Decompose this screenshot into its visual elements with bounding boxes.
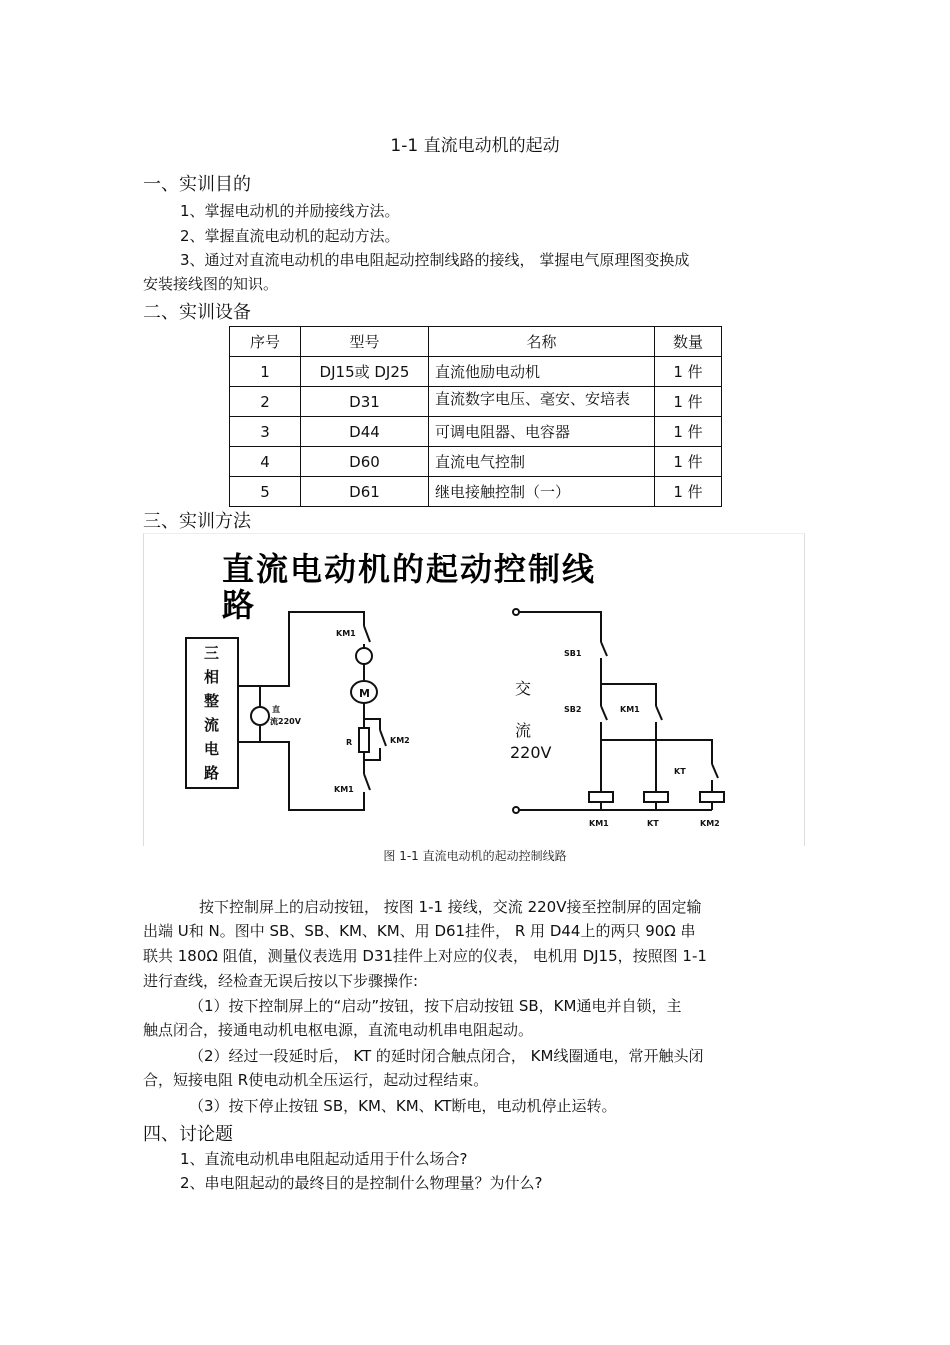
wire	[238, 742, 364, 810]
diagram-heading: 直流电动机的起动控制线	[222, 550, 597, 588]
km1-label: KM1	[334, 785, 354, 794]
kt-contact-label: KT	[674, 767, 686, 776]
method-paragraph-line: 出端 U和 N。图中 SB、SB、KM、KM、用 D61挂件， R 用 D44上的两只 90Ω 串	[143, 922, 696, 940]
table-row	[230, 447, 722, 477]
left-labels	[270, 629, 410, 794]
contact-km1-hold	[656, 706, 662, 720]
section-heading-discussion: 四、讨论题	[143, 1124, 233, 1145]
resistor-label: R	[346, 738, 353, 747]
method-step-line: （3）按下停止按钮 SB，KM、KM、KT断电，电动机停止运转。	[189, 1097, 617, 1115]
circuit-diagram	[143, 533, 805, 846]
page-title: 1-1 直流电动机的起动	[390, 136, 560, 156]
circuit-diagram-svg	[144, 534, 804, 846]
figure-caption: 图 1-1 直流电动机的起动控制线路	[383, 849, 567, 863]
table-row	[230, 357, 722, 387]
km2-label: KM2	[390, 736, 410, 745]
ac-label: 交	[515, 679, 532, 698]
objective-item: 1、掌握电动机的并励接线方法。	[180, 202, 400, 220]
sb1-label: SB1	[564, 649, 582, 658]
wire	[519, 612, 601, 642]
table-header-cell: 型号	[301, 327, 429, 357]
wire	[601, 722, 656, 740]
table-cell: 1 件	[655, 477, 722, 507]
table-header-cell: 序号	[230, 327, 301, 357]
table-header-cell: 数量	[655, 327, 722, 357]
coil-km1-label: KM1	[589, 819, 609, 828]
table-cell: D61	[301, 477, 429, 507]
table-row	[230, 417, 722, 447]
wire	[601, 684, 656, 706]
voltmeter-symbol	[251, 707, 269, 725]
table-cell-text: 直流数字电压、毫安、安培表	[435, 390, 631, 408]
km1-label: KM1	[336, 629, 356, 638]
km1-hold-label: KM1	[620, 705, 640, 714]
objective-item: 安装接线图的知识。	[143, 275, 279, 293]
rectifier-char: 路	[204, 764, 220, 782]
method-paragraph-line: 按下控制屏上的启动按钮， 按图 1-1 接线，交流 220V接至控制屏的固定输	[199, 898, 702, 916]
section-heading-objectives: 一、实训目的	[143, 174, 251, 195]
table-cell: 1 件	[655, 447, 722, 477]
table-cell: D60	[301, 447, 429, 477]
table-cell	[429, 387, 655, 417]
table-header-row	[230, 327, 722, 357]
contact-km1-bottom	[364, 774, 370, 790]
table-cell: 1 件	[655, 387, 722, 417]
method-step-line: 触点闭合，接通电动机电枢电源，直流电动机串电阻起动。	[143, 1021, 534, 1039]
contact-km1-top	[364, 626, 370, 642]
contact-sb2	[601, 706, 607, 720]
ammeter-symbol	[356, 648, 372, 664]
coil-km2-label: KM2	[700, 819, 720, 828]
terminal	[513, 609, 519, 615]
table-cell: 2	[230, 387, 301, 417]
motor-label: M	[359, 687, 370, 700]
rectifier-char: 整	[204, 692, 220, 710]
dc-label: 直	[272, 705, 280, 714]
method-paragraph-line: 联共 180Ω 阻值，测量仪表选用 D31挂件上对应的仪表， 电机用 DJ15，按照图 1-1	[143, 947, 707, 965]
ac-label: 流	[515, 721, 532, 740]
objective-item: 3、通过对直流电动机的串电阻起动控制线路的接线， 掌握电气原理图变换成	[180, 251, 690, 269]
contact-km2	[380, 730, 386, 746]
section-heading-method: 三、实训方法	[143, 511, 251, 532]
coil-km2	[700, 792, 724, 802]
coil-kt	[644, 792, 668, 802]
table-cell: 可调电阻器、电容器	[429, 417, 655, 447]
table-header-cell: 名称	[429, 327, 655, 357]
coil-kt-label: KT	[647, 819, 659, 828]
method-step-line: （1）按下控制屏上的“启动”按钮，按下启动按钮 SB，KM通电并自锁，主	[189, 997, 682, 1015]
ac-control-circuit	[513, 609, 724, 813]
rectifier-label	[204, 644, 219, 782]
table-row	[230, 477, 722, 507]
resistor-r	[359, 728, 369, 752]
table-cell: 5	[230, 477, 301, 507]
wire	[364, 748, 380, 760]
equipment-table	[229, 326, 722, 507]
section-heading-equipment: 二、实训设备	[143, 302, 251, 323]
objective-item: 2、掌握直流电动机的起动方法。	[180, 227, 400, 245]
wire	[656, 740, 712, 764]
table-cell: 1 件	[655, 357, 722, 387]
contact-sb1	[601, 642, 607, 656]
table-cell: 1	[230, 357, 301, 387]
right-labels	[510, 649, 720, 828]
table-row	[230, 387, 722, 417]
contact-kt	[712, 764, 718, 778]
rectifier-char: 三	[204, 644, 220, 662]
terminal	[513, 807, 519, 813]
table-cell: 1 件	[655, 417, 722, 447]
table-cell: D44	[301, 417, 429, 447]
table-cell: D31	[301, 387, 429, 417]
table-cell: 继电接触控制（一）	[429, 477, 655, 507]
discussion-item: 1、直流电动机串电阻起动适用于什么场合?	[180, 1150, 468, 1168]
table-cell: DJ15或 DJ25	[301, 357, 429, 387]
coil-km1	[589, 792, 613, 802]
dc-voltage-label: 流220V	[270, 717, 301, 726]
diagram-heading: 路	[222, 586, 255, 624]
method-paragraph-line: 进行查线，经检查无误后按以下步骤操作:	[143, 972, 419, 990]
method-step-line: （2）经过一段延时后， KT 的延时闭合触点闭合， KM线圈通电，常开触头闭	[189, 1047, 704, 1065]
table-cell: 4	[230, 447, 301, 477]
table-cell: 直流电气控制	[429, 447, 655, 477]
table-cell: 直流他励电动机	[429, 357, 655, 387]
wire	[238, 612, 364, 686]
table-cell: 3	[230, 417, 301, 447]
method-step-line: 合，短接电阻 R使电动机全压运行，起动过程结束。	[143, 1071, 489, 1089]
ac-voltage-label: 220V	[510, 743, 552, 762]
rectifier-char: 流	[204, 716, 220, 734]
discussion-item: 2、串电阻起动的最终目的是控制什么物理量？为什么?	[180, 1174, 543, 1192]
rectifier-char: 相	[204, 668, 220, 686]
sb2-label: SB2	[564, 705, 582, 714]
rectifier-char: 电	[204, 740, 220, 758]
